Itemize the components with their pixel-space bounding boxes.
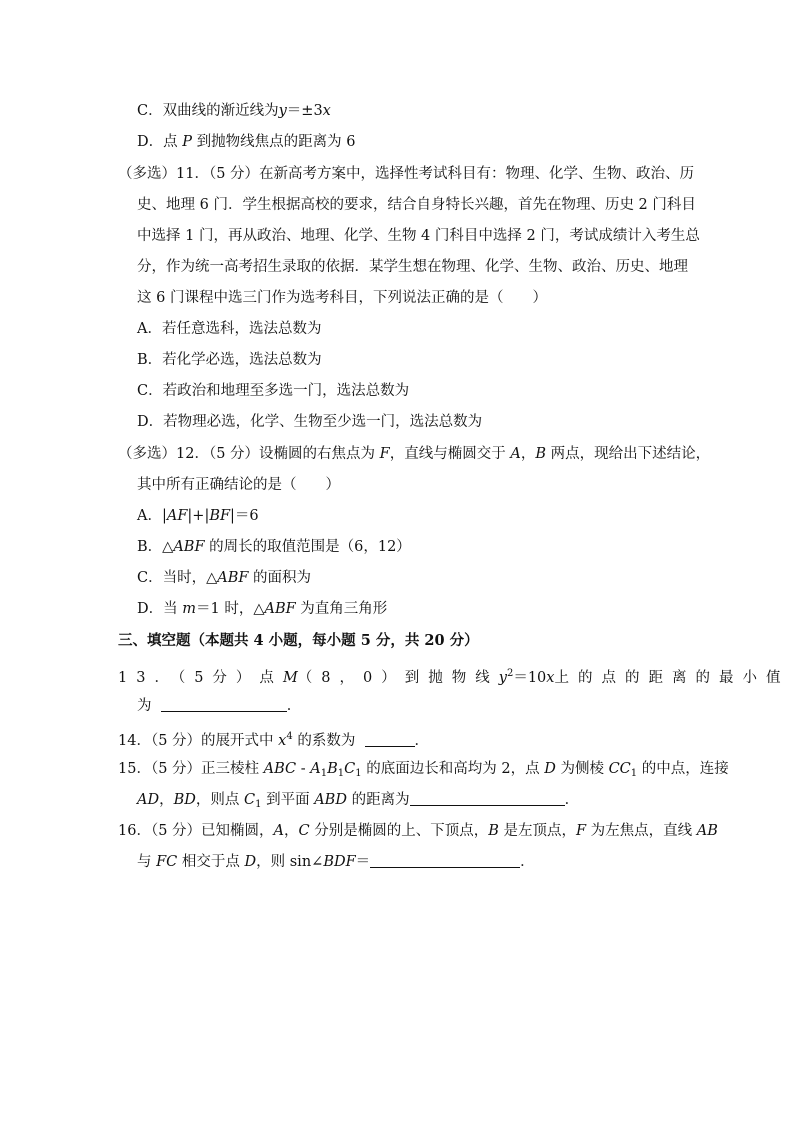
text: ，直线与椭圆交于 bbox=[389, 446, 511, 462]
q12-line-1 bbox=[118, 444, 710, 464]
text: 15．（5 分）正三棱柱 bbox=[118, 761, 264, 777]
text: 到平面 bbox=[261, 792, 315, 808]
math-var: BD bbox=[173, 792, 196, 808]
text: - bbox=[296, 761, 311, 777]
math-var: ABC bbox=[263, 761, 297, 777]
superscript: 4 bbox=[286, 731, 293, 742]
q11-option-c: C．若政治和地理至多选一门，选法总数为 bbox=[137, 383, 410, 399]
text: 的底面边长和高均为 2，点 bbox=[361, 761, 545, 777]
text: 为侧棱 bbox=[555, 761, 609, 777]
text: 16．（5 分）已知椭圆， bbox=[118, 823, 274, 839]
text: C．当时，△ bbox=[137, 570, 218, 586]
math-var: y bbox=[278, 103, 287, 119]
q12-line-2: 其中所有正确结论的是（ ） bbox=[137, 477, 340, 493]
text: ． bbox=[286, 698, 302, 714]
text: 是左顶点， bbox=[498, 823, 577, 839]
text: 的距离为 bbox=[346, 792, 410, 808]
text: ， bbox=[284, 823, 299, 839]
text: （8，0）到抛物线 bbox=[297, 670, 499, 686]
q12-option-a bbox=[137, 506, 259, 526]
math-var: BDF bbox=[323, 854, 356, 870]
text: ，则点 bbox=[195, 792, 244, 808]
text: （多选）12．（5 分）设椭圆的右焦点为 bbox=[118, 446, 380, 462]
math-var: m bbox=[182, 601, 196, 617]
math-var: C bbox=[298, 823, 310, 839]
math-var: M bbox=[282, 670, 298, 686]
text: ＝10 bbox=[513, 670, 547, 686]
text: ． bbox=[520, 854, 535, 870]
text: |＝6 bbox=[230, 508, 259, 524]
math-var: FC bbox=[156, 854, 178, 870]
subscript: 1 bbox=[337, 768, 345, 779]
math-var: AB bbox=[696, 823, 718, 839]
math-var: A bbox=[273, 823, 285, 839]
q12-option-d bbox=[137, 599, 387, 619]
math-var: ABD bbox=[314, 792, 347, 808]
math-var: ABF bbox=[173, 539, 205, 555]
q15-line-1 bbox=[118, 759, 729, 784]
text: ． bbox=[414, 733, 430, 749]
q10-option-c-eq: ＝±3 bbox=[286, 103, 323, 119]
q14-line bbox=[118, 727, 429, 751]
math-var: P bbox=[182, 134, 193, 150]
text: 13．（5分）点 bbox=[118, 670, 283, 686]
math-var: F bbox=[576, 823, 587, 839]
text: 分别是椭圆的上、下顶点， bbox=[309, 823, 489, 839]
math-var: C bbox=[344, 761, 356, 777]
math-var: D bbox=[544, 761, 556, 777]
math-var: x bbox=[322, 103, 331, 119]
q13-line-2 bbox=[137, 696, 301, 716]
text: D．当 bbox=[137, 601, 183, 617]
math-var: AF bbox=[166, 508, 188, 524]
text: A．| bbox=[137, 508, 167, 524]
text: 相交于点 bbox=[177, 854, 245, 870]
text: 为直角三角形 bbox=[295, 601, 388, 617]
math-var: A bbox=[310, 761, 321, 777]
math-var: x bbox=[278, 733, 287, 749]
q10-option-d-text: D．点 bbox=[137, 134, 183, 150]
math-var: y bbox=[498, 670, 507, 686]
q10-option-d-rest: 到抛物线焦点的距离为 6 bbox=[192, 134, 356, 150]
text: 为左焦点，直线 bbox=[586, 823, 697, 839]
math-var: B bbox=[488, 823, 499, 839]
math-var: D bbox=[244, 854, 257, 870]
math-var: ABF bbox=[264, 601, 296, 617]
q12-option-b bbox=[137, 537, 411, 557]
answer-blank[interactable] bbox=[161, 697, 287, 712]
q11-option-a: A．若任意选科，选法总数为 bbox=[137, 321, 322, 337]
text: 的中点，连接 bbox=[637, 761, 729, 777]
q16-line-1 bbox=[118, 821, 718, 841]
subscript: 1 bbox=[355, 768, 362, 779]
q11-option-b: B．若化学必选，选法总数为 bbox=[137, 352, 322, 368]
q12-option-c bbox=[137, 568, 311, 588]
math-var: ABF bbox=[217, 570, 249, 586]
text: ． bbox=[564, 792, 580, 808]
q11-line-3: 中选择 1 门，再从政治、地理、化学、生物 4 门科目中选择 2 门，考试成绩计入考生总 bbox=[137, 228, 700, 244]
text: 为 bbox=[137, 698, 152, 714]
math-var: BF bbox=[209, 508, 231, 524]
answer-blank[interactable] bbox=[370, 853, 520, 868]
text: 14．（5 分）的展开式中 bbox=[118, 733, 279, 749]
text: 的周长的取值范围是（6，12） bbox=[204, 539, 411, 555]
subscript: 1 bbox=[255, 799, 262, 810]
q10-option-c bbox=[137, 101, 331, 121]
q10-option-d bbox=[137, 132, 355, 152]
math-var: AD bbox=[137, 792, 160, 808]
q11-line-5: 这 6 门课程中选三门作为选考科目，下列说法正确的是（ ） bbox=[137, 290, 547, 306]
text: |+| bbox=[187, 508, 210, 524]
text: ＝1 时，△ bbox=[196, 601, 265, 617]
text: ＝ bbox=[355, 854, 371, 870]
text: B．△ bbox=[137, 539, 174, 555]
text: 与 bbox=[137, 854, 157, 870]
q11-line-1: （多选）11．（5 分）在新高考方案中，选择性考试科目有：物理、化学、生物、政治、历 bbox=[118, 166, 695, 182]
math-var: F bbox=[379, 446, 390, 462]
section-heading: 三、填空题（本题共 4 小题，每小题 5 分，共 20 分） bbox=[118, 632, 479, 649]
text: ， bbox=[520, 446, 536, 462]
q16-line-2 bbox=[137, 852, 535, 872]
q13-line-1 bbox=[118, 664, 789, 688]
answer-blank[interactable] bbox=[365, 732, 415, 747]
subscript: 1 bbox=[630, 768, 638, 779]
subscript: 1 bbox=[320, 768, 328, 779]
text: 的系数为 bbox=[292, 733, 356, 749]
text: ，则 sin∠ bbox=[256, 854, 324, 870]
math-var: x bbox=[546, 670, 555, 686]
text: ， bbox=[159, 792, 174, 808]
math-var: CC bbox=[608, 761, 631, 777]
q10-option-c-text: C．双曲线的渐近线为 bbox=[137, 103, 279, 119]
math-var: B bbox=[327, 761, 338, 777]
q11-line-2: 史、地理 6 门．学生根据高校的要求，结合自身特长兴趣，首先在物理、历史 2 门科目 bbox=[137, 197, 696, 213]
text: 的面积为 bbox=[248, 570, 312, 586]
text: 两点，现给出下述结论， bbox=[545, 446, 711, 462]
math-var: B bbox=[535, 446, 546, 462]
superscript: 2 bbox=[506, 668, 514, 679]
math-var: C bbox=[244, 792, 256, 808]
q15-line-2 bbox=[137, 790, 579, 815]
q11-line-4: 分，作为统一高考招生录取的依据．某学生想在物理、化学、生物、政治、历史、地理 bbox=[137, 259, 688, 275]
math-var: A bbox=[510, 446, 521, 462]
answer-blank[interactable] bbox=[410, 791, 565, 806]
text: 上的点的距离的最小值 bbox=[554, 670, 790, 686]
q11-option-d: D．若物理必选，化学、生物至少选一门，选法总数为 bbox=[137, 414, 483, 430]
